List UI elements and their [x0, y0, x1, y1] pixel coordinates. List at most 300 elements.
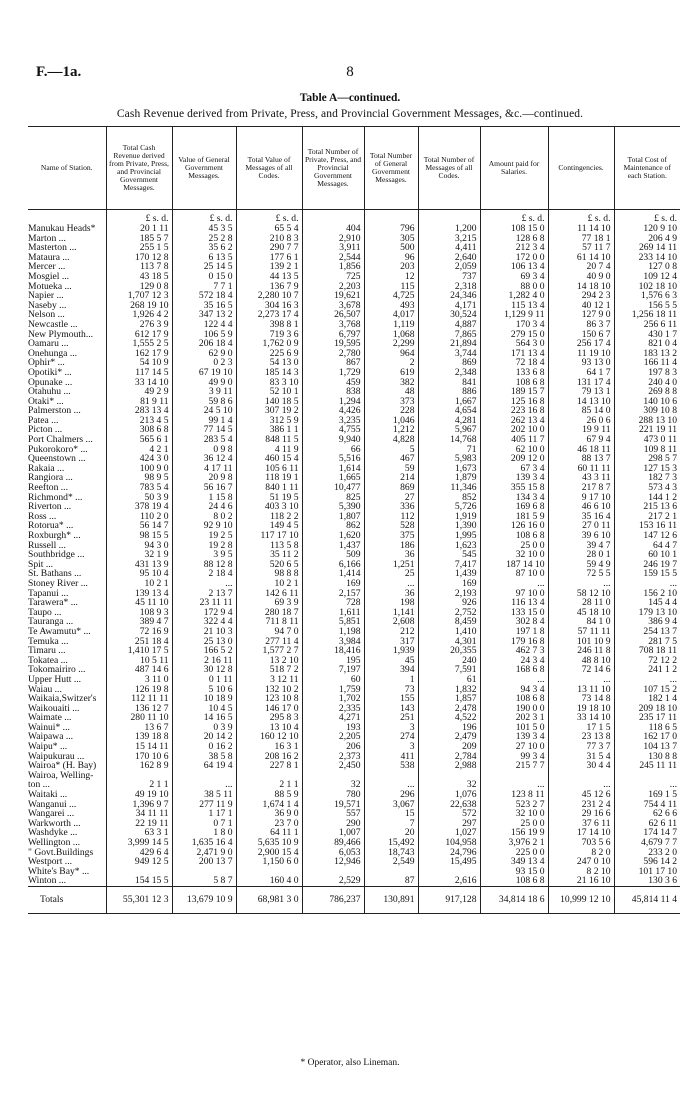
- table-cell: 170 12 8: [106, 253, 172, 263]
- table-cell: 283 5 4: [172, 435, 236, 445]
- table-cell: 405 11 7: [480, 435, 548, 445]
- table-cell: 23 7 0: [236, 819, 302, 829]
- station-name: Tokomairiro ...: [28, 665, 86, 675]
- table-cell: 86 3 7: [548, 320, 614, 330]
- table-cell: 596 14 2: [614, 857, 680, 867]
- table-cell: 430 1 7: [614, 330, 680, 340]
- table-row: [28, 320, 680, 330]
- totals-cell: 55,301 12 3: [106, 886, 172, 913]
- table-row: [28, 723, 680, 733]
- table-title: Table A—continued.: [299, 92, 401, 104]
- unit-cell: £ s. d.: [236, 210, 302, 225]
- table-row: [28, 771, 680, 781]
- table-cell: 48 8 10: [548, 656, 614, 666]
- table-cell: 208 16 2: [236, 752, 302, 762]
- station-name: Taupo ...: [28, 607, 62, 618]
- table-cell: 129 0 8: [106, 282, 172, 292]
- table-cell: 46 6 10: [548, 502, 614, 512]
- table-cell: 411: [364, 752, 418, 762]
- table-cell: 2,318: [418, 282, 480, 292]
- table-cell: 24 4 6: [172, 502, 236, 512]
- table-cell: 101 5 0: [480, 723, 548, 733]
- table-cell: 3,984: [302, 637, 364, 647]
- table-cell: 81 9 11: [106, 397, 172, 407]
- table-cell: 1,076: [418, 790, 480, 800]
- table-cell: 36 9 0: [236, 809, 302, 819]
- table-cell: 79 13 1: [548, 387, 614, 397]
- table-cell: 32: [418, 780, 480, 790]
- table-cell: 862: [302, 521, 364, 531]
- table-cell: 94 3 4: [480, 685, 548, 695]
- table-cell: 867: [302, 358, 364, 368]
- table-cell: 221 19 11: [614, 425, 680, 435]
- table-cell: 10 4 5: [172, 704, 236, 714]
- station-name: Port Chalmers ...: [28, 435, 93, 445]
- table-row: [28, 310, 680, 320]
- table-cell: 54 10 9: [106, 358, 172, 368]
- station-name: Waipukurau ...: [28, 751, 85, 762]
- table-cell: 98 8 8: [236, 569, 302, 579]
- table-cell: 96: [364, 253, 418, 263]
- table-cell: 288 13 10: [614, 416, 680, 426]
- table-cell: 821 0 4: [614, 339, 680, 349]
- table-cell: 520 6 5: [236, 560, 302, 570]
- table-cell: 59: [364, 464, 418, 474]
- table-cell: 123 10 8: [236, 694, 302, 704]
- table-cell: 3,235: [302, 416, 364, 426]
- table-cell: 63 3 1: [106, 828, 172, 838]
- table-cell: 64 4 7: [614, 541, 680, 551]
- table-cell: 169: [418, 579, 480, 589]
- table-cell: 7,197: [302, 665, 364, 675]
- table-cell: ...: [480, 675, 548, 685]
- table-cell: 174 14 7: [614, 828, 680, 838]
- table-cell: 8 0 2: [172, 512, 236, 522]
- table-cell: 113 5 8: [236, 541, 302, 551]
- table-cell: 304 16 3: [236, 301, 302, 311]
- table-row: [28, 579, 680, 589]
- table-cell: 1,623: [418, 541, 480, 551]
- table-cell: 1,620: [302, 531, 364, 541]
- table-cell: 349 13 4: [480, 857, 548, 867]
- table-cell: 4,301: [418, 637, 480, 647]
- table-cell: 107 15 2: [614, 685, 680, 695]
- table-cell: 69 3 9: [236, 598, 302, 608]
- table-cell: 154 15 5: [106, 876, 172, 886]
- table-cell: 283 13 4: [106, 406, 172, 416]
- table-cell: 1,856: [302, 262, 364, 272]
- table-cell: 225 0 0: [480, 848, 548, 858]
- table-cell: 9,940: [302, 435, 364, 445]
- table-cell: 2: [364, 358, 418, 368]
- table-cell: 40 12 1: [548, 301, 614, 311]
- table-row: [28, 493, 680, 503]
- table-cell: 14 16 5: [172, 713, 236, 723]
- table-cell: 0 3 9: [172, 723, 236, 733]
- table-row: [28, 253, 680, 263]
- footnote: * Operator, also Lineman.: [300, 1058, 400, 1068]
- table-cell: 45 3 5: [172, 224, 236, 234]
- table-cell: [236, 771, 302, 781]
- table-cell: 2,900 15 4: [236, 848, 302, 858]
- table-cell: 18,743: [364, 848, 418, 858]
- table-cell: 1,294: [302, 397, 364, 407]
- table-cell: 48: [364, 387, 418, 397]
- table-cell: 126 16 0: [480, 521, 548, 531]
- station-name: Waikaia,Switzer's: [28, 694, 97, 704]
- table-row: [28, 531, 680, 541]
- totals-cell: 13,679 10 9: [172, 886, 236, 913]
- table-cell: 136 12 7: [106, 704, 172, 714]
- table-cell: 4,017: [364, 310, 418, 320]
- table-row: [28, 732, 680, 742]
- table-cell: 725: [302, 272, 364, 282]
- table-cell: 294 2 3: [548, 291, 614, 301]
- table-row: [28, 282, 680, 292]
- table-cell: 382: [364, 378, 418, 388]
- table-cell: 4,426: [302, 406, 364, 416]
- table-cell: 5: [364, 445, 418, 455]
- table-cell: 34 11 11: [106, 809, 172, 819]
- table-cell: 115: [364, 282, 418, 292]
- table-cell: 49 2 9: [106, 387, 172, 397]
- col-header-govt-count: Total Number of General Government Messages.: [364, 127, 418, 210]
- table-cell: 3: [364, 742, 418, 752]
- table-cell: 133 6 8: [480, 368, 548, 378]
- table-cell: 317: [364, 637, 418, 647]
- table-cell: 10 18 9: [172, 694, 236, 704]
- table-row: [28, 838, 680, 848]
- table-cell: 24,346: [418, 291, 480, 301]
- station-name: Riverton ...: [28, 502, 72, 512]
- table-cell: 160 12 10: [236, 732, 302, 742]
- table-cell: 7,865: [418, 330, 480, 340]
- table-cell: 228: [364, 406, 418, 416]
- table-cell: 0 15 0: [172, 272, 236, 282]
- table-cell: 156 5 5: [614, 301, 680, 311]
- station-name: Spit ...: [28, 559, 54, 570]
- table-cell: 3,976 2 1: [480, 838, 548, 848]
- table-cell: 711 8 11: [236, 617, 302, 627]
- table-cell: 4,171: [418, 301, 480, 311]
- table-cell: 375: [364, 531, 418, 541]
- table-cell: 1,879: [418, 473, 480, 483]
- table-cell: 118 6 5: [614, 723, 680, 733]
- table-cell: 394: [364, 665, 418, 675]
- table-cell: 110 2 0: [106, 512, 172, 522]
- table-cell: 52 10 1: [236, 387, 302, 397]
- table-cell: 45 11 10: [106, 598, 172, 608]
- table-cell: 170 3 4: [480, 320, 548, 330]
- station-name: Otahuhu ...: [28, 387, 71, 397]
- table-cell: 4,522: [418, 713, 480, 723]
- station-name: Temuka ...: [28, 636, 69, 647]
- table-cell: 40 9 0: [548, 272, 614, 282]
- table-cell: 72 5 5: [548, 569, 614, 579]
- table-cell: 43 18 5: [106, 272, 172, 282]
- table-cell: 108 6 8: [480, 876, 548, 886]
- table-cell: [614, 771, 680, 781]
- table-cell: 209 12 0: [480, 454, 548, 464]
- table-row: [28, 646, 680, 656]
- table-row: [28, 541, 680, 551]
- table-cell: 20,355: [418, 646, 480, 656]
- table-cell: 1,665: [302, 473, 364, 483]
- table-cell: ...: [480, 780, 548, 790]
- table-cell: 73: [364, 685, 418, 695]
- table-cell: 7,591: [418, 665, 480, 675]
- totals-cell: 68,981 3 0: [236, 886, 302, 913]
- table-cell: 25 13 0: [172, 637, 236, 647]
- table-cell: 56 14 7: [106, 521, 172, 531]
- table-cell: 2,299: [364, 339, 418, 349]
- table-cell: 28 0 1: [548, 550, 614, 560]
- table-cell: 4,271: [302, 713, 364, 723]
- table-cell: 240 4 0: [614, 378, 680, 388]
- table-cell: 5 10 6: [172, 685, 236, 695]
- table-cell: 187 14 10: [480, 560, 548, 570]
- table-cell: 106 13 4: [480, 262, 548, 272]
- station-name: Mataura ...: [28, 252, 70, 263]
- table-cell: [106, 867, 172, 877]
- table-cell: 85 14 0: [548, 406, 614, 416]
- table-cell: 233 14 10: [614, 253, 680, 263]
- table-cell: 24 3 4: [480, 656, 548, 666]
- table-cell: 28 11 0: [548, 598, 614, 608]
- table-row: [28, 416, 680, 426]
- table-cell: 4,887: [418, 320, 480, 330]
- totals-cell: 10,999 12 10: [548, 886, 614, 913]
- table-cell: 302 8 4: [480, 617, 548, 627]
- table-row: [28, 560, 680, 570]
- table-cell: 118 19 1: [236, 473, 302, 483]
- table-row: [28, 291, 680, 301]
- table-cell: 1,857: [418, 694, 480, 704]
- station-name: Onehunga ...: [28, 348, 78, 359]
- table-cell: 307 19 2: [236, 406, 302, 416]
- table-cell: 233 2 0: [614, 848, 680, 858]
- table-cell: 147 12 6: [614, 531, 680, 541]
- table-cell: 336: [364, 502, 418, 512]
- station-name: Waimate ...: [28, 713, 72, 723]
- table-cell: 25: [364, 569, 418, 579]
- table-cell: 355 15 8: [480, 483, 548, 493]
- table-cell: 347 13 2: [172, 310, 236, 320]
- table-row: [28, 742, 680, 752]
- table-cell: 3 9 5: [172, 550, 236, 560]
- table-cell: 1: [364, 675, 418, 685]
- table-cell: ...: [172, 780, 236, 790]
- table-cell: 116 13 4: [480, 598, 548, 608]
- table-cell: 172 0 0: [480, 253, 548, 263]
- table-cell: 26,507: [302, 310, 364, 320]
- table-cell: 179 16 8: [480, 637, 548, 647]
- table-cell: 140 18 5: [236, 397, 302, 407]
- table-cell: 2,640: [418, 253, 480, 263]
- table-cell: ...: [548, 780, 614, 790]
- table-cell: 3,911: [302, 243, 364, 253]
- table-cell: 62 10 0: [480, 445, 548, 455]
- station-name: Palmerston ...: [28, 406, 81, 416]
- table-cell: 1,396 9 7: [106, 800, 172, 810]
- table-cell: 206 18 4: [172, 339, 236, 349]
- table-cell: 728: [302, 598, 364, 608]
- table-cell: 1,939: [364, 646, 418, 656]
- table-cell: 493: [364, 301, 418, 311]
- table-cell: 88 5 9: [236, 790, 302, 800]
- station-name: Tapanui ...: [28, 588, 69, 599]
- table-cell: 404: [302, 224, 364, 234]
- table-cell: 2,273 17 4: [236, 310, 302, 320]
- table-cell: 308 6 8: [106, 425, 172, 435]
- table-cell: 4,411: [418, 243, 480, 253]
- table-cell: 99 1 4: [172, 416, 236, 426]
- table-row: [28, 876, 680, 886]
- table-cell: 30 4 4: [548, 761, 614, 771]
- table-row: [28, 713, 680, 723]
- station-name: Mercer ...: [28, 262, 66, 272]
- station-name: Wairoa, Welling-: [28, 770, 94, 781]
- table-cell: 212: [364, 627, 418, 637]
- table-cell: 87: [364, 876, 418, 886]
- table-cell: 3,215: [418, 234, 480, 244]
- col-header-maintenance: Total Cost of Maintenance of each Station.: [614, 127, 680, 210]
- table-cell: 67 3 4: [480, 464, 548, 474]
- table-cell: 160 4 0: [236, 876, 302, 886]
- table-cell: 64 19 4: [172, 761, 236, 771]
- table-cell: 126 19 8: [106, 685, 172, 695]
- table-cell: 8 2 0: [548, 848, 614, 858]
- table-row: [28, 598, 680, 608]
- table-cell: ...: [480, 579, 548, 589]
- table-cell: [172, 771, 236, 781]
- table-cell: 58 12 10: [548, 589, 614, 599]
- table-cell: 49 19 10: [106, 790, 172, 800]
- table-cell: 98 15 5: [106, 531, 172, 541]
- table-cell: 13 2 10: [236, 656, 302, 666]
- table-cell: 3,768: [302, 320, 364, 330]
- table-cell: 4 17 11: [172, 464, 236, 474]
- table-cell: 572: [418, 809, 480, 819]
- table-cell: 22,638: [418, 800, 480, 810]
- station-name: Wairoa* (H. Bay): [28, 761, 97, 771]
- station-name: Tarawera* ...: [28, 598, 78, 608]
- table-cell: 169 1 5: [614, 790, 680, 800]
- table-cell: 15 14 11: [106, 742, 172, 752]
- station-name: Queenstown ...: [28, 454, 86, 464]
- table-cell: 255 1 5: [106, 243, 172, 253]
- table-cell: 88 0 0: [480, 282, 548, 292]
- table-cell: 24,796: [418, 848, 480, 858]
- table-cell: 1,439: [418, 569, 480, 579]
- table-cell: 1 17 1: [172, 809, 236, 819]
- station-name: Mosgiel ...: [28, 271, 70, 282]
- table-cell: 43 3 11: [548, 473, 614, 483]
- station-name: Rotorua* ...: [28, 521, 74, 531]
- table-cell: 196: [418, 723, 480, 733]
- table-cell: 15: [364, 809, 418, 819]
- table-cell: 10 5 11: [106, 656, 172, 666]
- table-cell: 852: [418, 493, 480, 503]
- table-cell: 37 6 11: [548, 819, 614, 829]
- totals-label: Totals: [28, 886, 106, 913]
- table-row: [28, 867, 680, 877]
- table-cell: 1 15 8: [172, 493, 236, 503]
- table-cell: 31 5 4: [548, 752, 614, 762]
- table-cell: 190 0 0: [480, 704, 548, 714]
- table-cell: 87 10 0: [480, 569, 548, 579]
- unit-cell: [418, 210, 480, 225]
- table-cell: 245 11 11: [614, 761, 680, 771]
- table-row: [28, 301, 680, 311]
- table-row: [28, 330, 680, 340]
- table-cell: 108 6 8: [480, 378, 548, 388]
- table-cell: 146 17 0: [236, 704, 302, 714]
- table-cell: 1,251: [364, 560, 418, 570]
- table-cell: 27 10 0: [480, 742, 548, 752]
- table-row: [28, 512, 680, 522]
- table-cell: 72 16 9: [106, 627, 172, 637]
- table-cell: 2 18 4: [172, 569, 236, 579]
- station-name: Opotiki* ...: [28, 367, 72, 378]
- table-cell: 2,450: [302, 761, 364, 771]
- table-cell: 99 3 4: [480, 752, 548, 762]
- table-row: [28, 435, 680, 445]
- table-cell: 139 3 4: [480, 473, 548, 483]
- table-cell: 150 6 7: [548, 330, 614, 340]
- table-cell: 565 6 1: [106, 435, 172, 445]
- table-cell: 1,611: [302, 608, 364, 618]
- unit-cell: [302, 210, 364, 225]
- table-cell: 23 11 11: [172, 598, 236, 608]
- table-cell: 166 5 2: [172, 646, 236, 656]
- table-cell: [364, 867, 418, 877]
- table-cell: 93 13 0: [548, 358, 614, 368]
- station-name: Waikouaiti ...: [28, 703, 80, 714]
- table-cell: 73 14 8: [548, 694, 614, 704]
- table-cell: 102 18 10: [614, 282, 680, 292]
- table-cell: 139 2 1: [236, 262, 302, 272]
- table-cell: 564 3 0: [480, 339, 548, 349]
- table-cell: 30 12 8: [172, 665, 236, 675]
- table-cell: 88 12 8: [172, 560, 236, 570]
- station-name: Patea ...: [28, 415, 59, 426]
- table-cell: 67 19 10: [172, 368, 236, 378]
- table-cell: 172 9 4: [172, 608, 236, 618]
- table-cell: 1,614: [302, 464, 364, 474]
- table-cell: 144 1 2: [614, 493, 680, 503]
- unit-cell: £ s. d.: [172, 210, 236, 225]
- station-name: Tauranga ...: [28, 617, 74, 627]
- table-cell: 92 9 10: [172, 521, 236, 531]
- table-cell: 202 10 0: [480, 425, 548, 435]
- table-cell: 7 7 1: [172, 282, 236, 292]
- table-cell: 19 2 8: [172, 541, 236, 551]
- table-cell: 500: [364, 243, 418, 253]
- table-cell: 215 13 6: [614, 502, 680, 512]
- table-cell: 3: [364, 723, 418, 733]
- table-row: [28, 608, 680, 618]
- table-cell: 71: [418, 445, 480, 455]
- table-cell: 33 14 10: [106, 378, 172, 388]
- table-cell: 108 15 0: [480, 224, 548, 234]
- table-cell: 3,678: [302, 301, 364, 311]
- table-cell: 64 11 1: [236, 828, 302, 838]
- revenue-table: [28, 126, 680, 914]
- table-cell: 214: [364, 473, 418, 483]
- table-cell: 115 13 4: [480, 301, 548, 311]
- table-cell: 277 11 9: [172, 800, 236, 810]
